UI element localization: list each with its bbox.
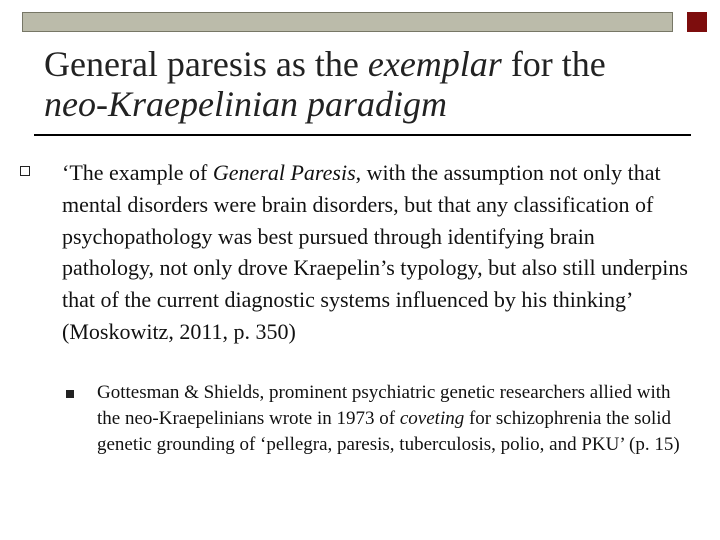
- hollow-square-bullet-icon: [20, 166, 30, 176]
- filled-square-bullet-icon: [66, 390, 74, 398]
- title-rule: [34, 134, 691, 136]
- bullet1-text-a: ‘The example of: [62, 160, 213, 185]
- slide-title: [44, 44, 684, 124]
- title-part1: General paresis as the: [44, 44, 368, 84]
- slide-corner-box: [687, 12, 707, 32]
- slide-top-bar: [22, 12, 673, 32]
- bullet2-text-a: Gottesman & Shields, prominent psychiatric genetic researchers allied with the neo-Kraepelinians wrote in 1973 of: [97, 382, 671, 429]
- bullet2-text-c: for schizophrenia the solid genetic grounding of ‘pellegra, paresis, tuberculosis, polio, and PKU’ (p. 15): [97, 408, 680, 455]
- bullet1-text-b: General Paresis: [212, 160, 356, 185]
- title-line2: neo-Kraepelinian paradigm: [44, 84, 447, 124]
- bullet2-text-b: coveting: [399, 408, 465, 429]
- bullet-text-1: [62, 157, 692, 348]
- bullet-text-2: [97, 380, 687, 458]
- title-part3: for the: [501, 44, 606, 84]
- bullet1-text-c: , with the assumption not only that mental disorders were brain disorders, but that any classification of psychopathology was best pursued through identifying brain pathology, not only drove Kraepelin’s typology, but also still underpins that of the current diagnostic systems influenced by his thinking’ (Moskowitz, 2011, p. 350): [62, 160, 688, 344]
- title-part2: exemplar: [367, 44, 502, 84]
